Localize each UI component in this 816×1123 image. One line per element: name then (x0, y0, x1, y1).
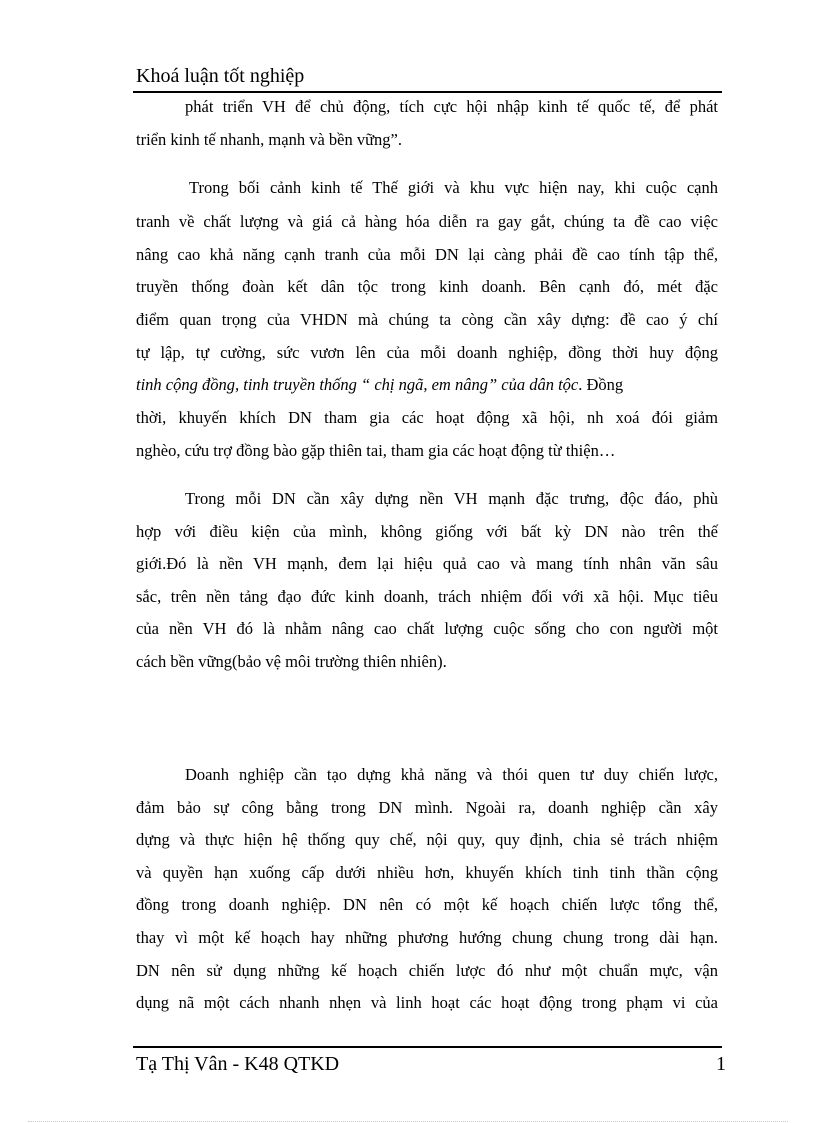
text-line: của nền VH đó là nhằm nâng cao chất lượng cuộc sống cho con người một (136, 619, 718, 638)
text-line: truyền thống đoàn kết dân tộc trong kinh doanh. Bên cạnh đó, mét đặc (136, 277, 718, 296)
text-line: dụng nã một cách nhanh nhẹn và linh hoạt các hoạt động trong phạm vi của (136, 993, 718, 1012)
text-line: đồng trong doanh nghiệp. DN nên có một kế hoạch chiến lược tổng thể, (136, 895, 718, 914)
footer-divider (133, 1046, 722, 1048)
text-line: và quyền hạn xuống cấp dưới nhiều hơn, khuyến khích tinh tinh thần cộng (136, 863, 718, 882)
text-line-mixed (136, 374, 718, 396)
text-line: nâng cao khả năng cạnh tranh của mỗi DN lại càng phải đề cao tính tập thể, (136, 245, 718, 264)
text-line: giới.Đó là nền VH mạnh, đem lại hiệu quả cao và mang tính nhân văn sâu (136, 554, 718, 573)
page-bottom-border (28, 1121, 788, 1122)
text-line: sắc, trên nền tảng đạo đức kinh doanh, trách nhiệm đối với xã hội. Mục tiêu (136, 587, 718, 606)
text-line: DN nên sử dụng những kế hoạch chiến lược đó như một chuẩn mực, vận (136, 961, 718, 980)
footer-author: Tạ Thị Vân - K48 QTKD (136, 1053, 340, 1075)
text-line: cách bền vững(bảo vệ môi trường thiên nhiên). (136, 652, 447, 671)
text-line: thời, khuyến khích DN tham gia các hoạt động xã hội, nh xoá đói giảm (136, 408, 718, 427)
text-line: hợp với điều kiện của mình, không giống với bất kỳ DN nào trên thế (136, 522, 718, 541)
text-line: Trong bối cảnh kinh tế Thế giới và khu vực hiện nay, khi cuộc cạnh (189, 178, 718, 197)
text-line: nghèo, cứu trợ đồng bào gặp thiên tai, tham gia các hoạt động từ thiện… (136, 441, 616, 460)
page-header-title: Khoá luận tốt nghiệp (136, 65, 305, 87)
text-line: dựng và thực hiện hệ thống quy chế, nội quy, quy định, chia sẻ trách nhiệm (136, 830, 718, 849)
text-fragment: . Đồng (578, 375, 624, 394)
text-line: Trong mỗi DN cần xây dựng nền VH mạnh đặc trưng, độc đáo, phù (185, 489, 718, 508)
text-line: điểm quan trọng của VHDN mà chúng ta còng cần xây dựng: đề cao ý chí (136, 310, 718, 329)
text-line: tự lập, tự cường, sức vươn lên của mỗi doanh nghiệp, đồng thời huy động (136, 343, 718, 362)
page-number: 1 (716, 1053, 726, 1075)
text-line: tranh về chất lượng và giá cả hàng hóa diễn ra gay gắt, chúng ta đề cao việc (136, 212, 718, 231)
text-line: triển kinh tế nhanh, mạnh và bền vững”. (136, 130, 402, 149)
text-line: thay vì một kế hoạch hay những phương hướng chung chung trong dài hạn. (136, 928, 718, 947)
italic-phrase: tinh cộng đồng, tinh truyền thống “ chị ngã, em nâng” của dân tộc (136, 375, 579, 394)
text-line: phát triển VH để chủ động, tích cực hội nhập kinh tế quốc tế, để phát (185, 97, 718, 116)
text-line: đảm bảo sự công bằng trong DN mình. Ngoài ra, doanh nghiệp cần xây (136, 798, 718, 817)
header-divider (133, 91, 722, 93)
text-line: Doanh nghiệp cần tạo dựng khả năng và thói quen tư duy chiến lược, (185, 765, 718, 784)
